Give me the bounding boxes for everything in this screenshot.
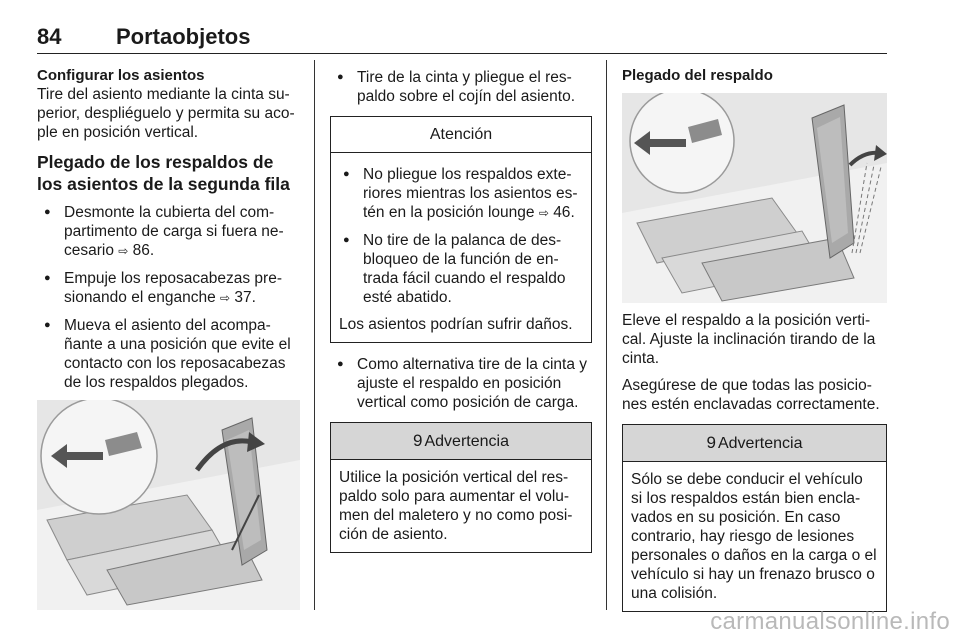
steps-list-alt — [330, 355, 592, 412]
attention-footer: Los asientos podrían sufrir daños. — [339, 316, 573, 333]
heading-plegado-segunda-fila: Plegado de los respaldos de los asientos de la segunda fila — [37, 152, 290, 194]
seat-fold-illustration — [37, 400, 300, 610]
page-ref-link[interactable]: 37 — [234, 289, 252, 306]
intro-paragraph: Tire del asiento mediante la cinta su-perior, despliéguelo y permita su aco-ple en posición vertical. — [37, 86, 295, 141]
watermark: carmanualsonline.info — [710, 608, 950, 635]
warning-text: Utilice la posición vertical del res-paldo solo para aumentar el volu-men del maletero y no como posi-ción de asiento. — [339, 469, 573, 543]
column-2 — [330, 66, 592, 553]
list-item: ● No pliegue los respaldos exte-riores mientras los asientos es-tén en la posición lounge ⇨ 46. — [339, 165, 583, 223]
page-header — [37, 18, 887, 54]
warning-box — [622, 424, 887, 612]
list-item: ● Empuje los reposacabezas pre-sionando el enganche ⇨ 37. — [37, 269, 300, 308]
page-number: 84 — [37, 24, 62, 49]
list-item: ● Tire de la cinta y pliegue el res-paldo sobre el cojín del asiento. — [330, 68, 592, 106]
warning-title: Advertencia — [424, 433, 509, 450]
list-item: ● Como alternativa tire de la cinta y ajuste el respaldo en posición vertical como posición de carga. — [330, 355, 592, 412]
list-item: ● Desmonte la cubierta del com-partimento de carga si fuera ne-cesario ⇨ 86. — [37, 203, 300, 261]
steps-list — [37, 203, 300, 392]
warning-icon: 9 — [413, 431, 423, 450]
subheading-plegado-respaldo: Plegado del respaldo — [622, 67, 773, 84]
column-divider — [314, 60, 315, 610]
lock-check-instructions: Asegúrese de que todas las posicio-nes estén enclavadas correctamente. — [622, 377, 880, 413]
raise-instructions: Eleve el respaldo a la posición verti-cal. Ajuste la inclinación tirando de la cinta. — [622, 312, 876, 367]
warning-title: Advertencia — [717, 435, 803, 452]
list-item: ● No tire de la palanca de des-bloqueo de la función de en-trada fácil cuando el respaldo esté abatido. — [339, 231, 583, 307]
warning-title-bar — [331, 423, 591, 460]
subheading-configurar: Configurar los asientos — [37, 67, 205, 84]
page-ref-arrow-icon[interactable]: ⇨ — [118, 244, 129, 258]
page-ref-link[interactable]: 86 — [132, 242, 150, 259]
column-3 — [622, 66, 887, 612]
page-ref-link[interactable]: 46 — [553, 204, 571, 221]
page-ref-arrow-icon[interactable]: ⇨ — [220, 291, 231, 305]
attention-title: Atención — [331, 117, 591, 153]
warning-title-bar — [623, 425, 886, 462]
list-item: ● Mueva el asiento del acompa-ñante a una posición que evite el contacto con los reposacabezas de los respaldos plegados. — [37, 316, 300, 392]
page-ref-arrow-icon[interactable]: ⇨ — [538, 206, 549, 220]
section-title: Portaobjetos — [116, 24, 251, 49]
warning-box — [330, 422, 592, 553]
attention-list — [339, 165, 583, 307]
warning-icon: 9 — [706, 433, 716, 452]
warning-text: Sólo se debe conducir el vehículo si los respaldos están bien encla-vados en su posición. En caso contrario, hay riesgo de lesiones personales o daños en la carga o el vehículo si hay un frenazo brusco o una colisión. — [631, 471, 877, 602]
column-divider — [606, 60, 607, 610]
steps-list-continued — [330, 68, 592, 106]
attention-box — [330, 116, 592, 343]
backrest-raise-illustration — [622, 93, 887, 303]
column-1 — [37, 66, 300, 610]
